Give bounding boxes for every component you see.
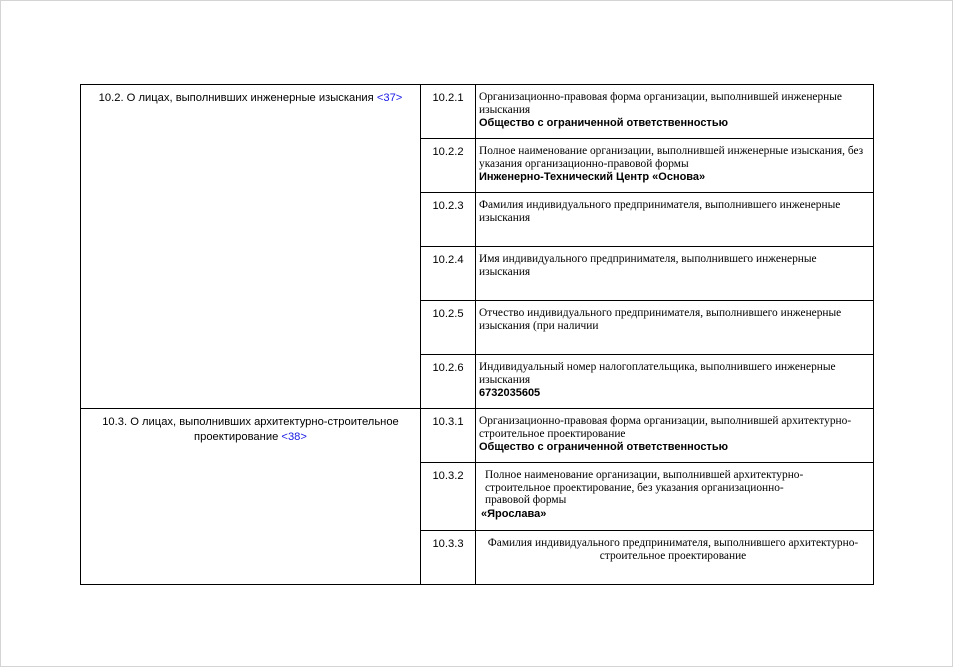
row-label: Фамилия индивидуального предпринимателя, выполнившего инженерные изыскания (479, 199, 841, 224)
row-number: 10.2.6 (432, 362, 464, 374)
row-number-cell (421, 193, 476, 247)
section-cell (81, 85, 421, 409)
row-number: 10.3.2 (432, 470, 464, 482)
row-content-cell (476, 409, 874, 463)
row-label: Фамилия индивидуального предпринимателя, выполнившего архитектурно-строительное проектирование (487, 537, 859, 562)
row-content-cell (476, 301, 874, 355)
row-content-cell (476, 355, 874, 409)
row-label: Организационно-правовая форма организации, выполнившей архитектурно-строительное проектирование (479, 415, 852, 440)
row-value: Общество с ограниченной ответственностью (479, 117, 728, 129)
row-number-cell (421, 463, 476, 531)
table-row (81, 85, 874, 139)
row-number: 10.2.3 (432, 200, 464, 212)
footnote-ref-link[interactable]: <37> (376, 92, 403, 104)
row-label: Отчество индивидуального предпринимателя, выполнившего инженерные изыскания (при наличии (479, 307, 842, 332)
section-title: 10.3. О лицах, выполнивших архитектурно-строительное проектирование <38> (102, 416, 399, 443)
row-content-cell (476, 139, 874, 193)
footnote-ref-link[interactable]: <38> (281, 431, 307, 443)
row-label: Полное наименование организации, выполнившей инженерные изыскания, без указания организационно-правовой формы (479, 145, 864, 170)
row-number-cell (421, 301, 476, 355)
row-value: Инженерно-Технический Центр «Основа» (479, 171, 706, 183)
row-number-cell (421, 247, 476, 301)
row-number-cell (421, 85, 476, 139)
row-label: Организационно-правовая форма организации, выполнившей инженерные изыскания (479, 91, 842, 116)
row-value: 6732035605 (479, 387, 541, 399)
row-number: 10.2.5 (432, 308, 464, 320)
row-label: Полное наименование организации, выполнившей архитектурно-строительное проектирование, без указания организационно-правовой формы (485, 469, 804, 506)
row-number: 10.2.2 (432, 146, 464, 158)
section-cell (81, 409, 421, 585)
row-value: «Ярослава» (481, 507, 547, 520)
row-number: 10.3.3 (432, 538, 464, 550)
row-content-cell (476, 193, 874, 247)
row-content-cell (476, 531, 874, 585)
row-label: Имя индивидуального предпринимателя, выполнившего инженерные изыскания (479, 253, 817, 278)
row-number-cell (421, 355, 476, 409)
row-content-cell (476, 85, 874, 139)
row-number: 10.2.4 (432, 254, 464, 266)
row-content-cell (476, 247, 874, 301)
row-number: 10.2.1 (432, 92, 464, 104)
row-number-cell (421, 409, 476, 463)
document-table (80, 84, 874, 585)
row-label: Индивидуальный номер налогоплательщика, выполнившего инженерные изыскания (479, 361, 836, 386)
section-title: 10.2. О лицах, выполнивших инженерные изыскания <37> (98, 92, 403, 104)
row-number: 10.3.1 (432, 416, 464, 428)
row-content-cell (476, 463, 874, 531)
row-value: Общество с ограниченной ответственностью (479, 441, 728, 453)
row-number-cell (421, 531, 476, 585)
table-row (81, 409, 874, 463)
row-number-cell (421, 139, 476, 193)
